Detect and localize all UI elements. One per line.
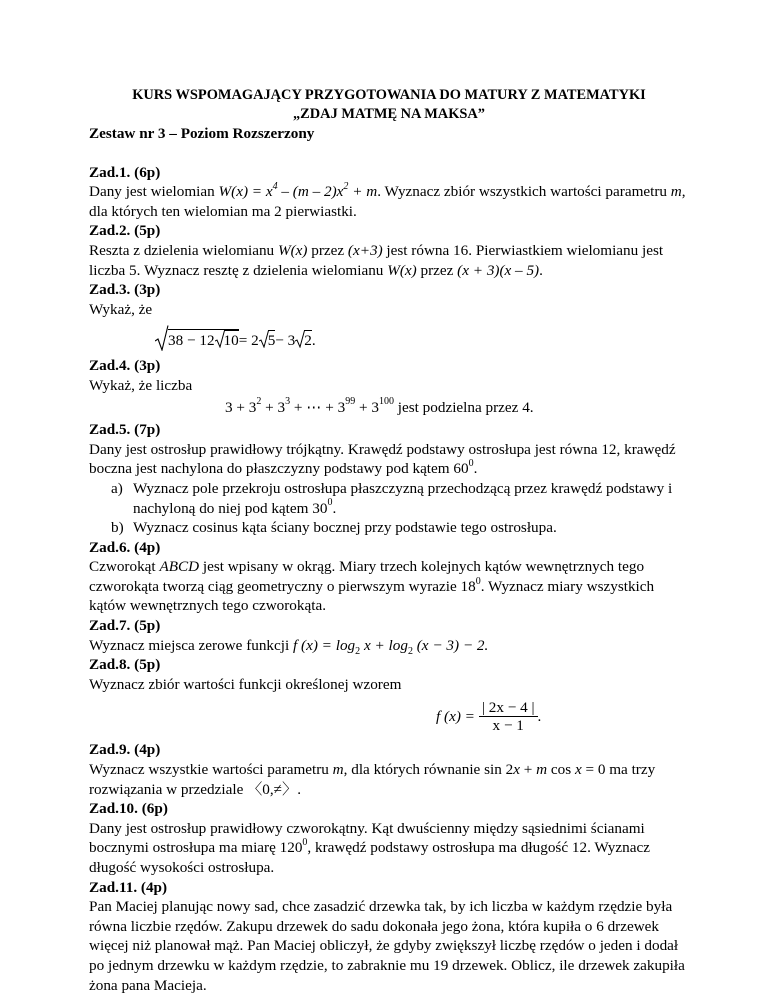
task-9-text: Wyznacz wszystkie wartości parametru m, dla których równanie sin 2x + m cos x = 0 ma trzy rozwiązania w przedziale 〈0,≠〉. — [89, 761, 656, 798]
task-3-text: Wykaż, że — [89, 300, 153, 318]
task-1-text: Dany jest wielomian $W(x) = x^4 - (m - 2)x^2 + m$. Wyznacz zbiór wszystkich wartości parametru m, dla których ten wielomian ma 2 pierwiastki. — [89, 181, 686, 220]
task-3-formula: 38 − 12 10 = 2 5 − 3 2 . — [155, 324, 689, 350]
course-subtitle: „ZDAJ MATMĘ NA MAKSA” — [292, 106, 485, 122]
task-4-text: Wykaż, że liczba — [89, 376, 193, 394]
task-1-heading: Zad.1. (6p) — [89, 163, 161, 181]
task-2-heading: Zad.2. (5p) — [89, 222, 161, 240]
task-4-heading: Zad.4. (3p) — [89, 357, 161, 375]
task-6-heading: Zad.6. (4p) — [89, 538, 161, 556]
task-4-formula: $3 + 3^2 + 3^3$ + ⋯ + $3^{99} + 3^{100}$ jest podzielna przez 4. — [225, 396, 534, 416]
set-title: Zestaw nr 3 – Poziom Rozszerzony — [89, 125, 315, 142]
task-2-text: Reszta z dzielenia wielomianu W(x) przez (x+3) jest równa 16. Pierwiastkiem wielomianu jest liczba 5. Wyznacz resztę z dzielenia wielomianu W(x) przez (x + 3)(x – 5). — [89, 241, 664, 279]
radical-sign-icon — [295, 330, 305, 348]
task-3-heading: Zad.3. (3p) — [89, 281, 161, 299]
radical-sign-icon — [215, 330, 225, 348]
task-5a: a) Wyznacz pole przekroju ostrosłupa płaszczyzną przechodzącą przez krawędź podstawy i nachyloną do niej pod kątem $30^0$. — [111, 479, 673, 517]
fraction: $\frac{| 2x - 4 |}{x - 1}$ — [479, 699, 538, 734]
radical-sign-icon — [259, 330, 269, 348]
task-7-heading: Zad.7. (5p) — [89, 617, 161, 635]
task-5-heading: Zad.5. (7p) — [89, 421, 161, 439]
task-11-heading: Zad.11. (4p) — [89, 878, 168, 896]
task-5-subpoints — [89, 479, 689, 538]
course-title: KURS WSPOMAGAJĄCY PRZYGOTOWANIA DO MATURY Z MATEMATYKI — [132, 87, 646, 103]
task-5-text: Dany jest ostrosłup prawidłowy trójkątny. Krawędź podstawy ostrosłupa jest równa 12, krawędź boczna jest nachylona do płaszczyzny podstawy pod kątem $60^0$. — [89, 440, 676, 478]
task-8-formula: f (x) = $\frac{| 2x - 4 |}{x - 1}$ . — [436, 698, 542, 734]
task-6-text: Czworokąt ABCD jest wpisany w okrąg. Miary trzech kolejnych kątów wewnętrznych tego czworokąta tworzą ciąg geometryczny o pierwszym wyrazie $18^0$. Wyznacz miary wszystkich kątów wewnętrznych tego czworokąta. — [89, 558, 655, 615]
task-10-heading: Zad.10. (6p) — [89, 800, 168, 818]
task-8-heading: Zad.8. (5p) — [89, 656, 161, 674]
task-11-text: Pan Maciej planując nowy sad, chce zasadzić drzewka tak, by ich liczba w każdym rzędzie była równa liczbie rzędów. Zakupu drzewek do sadu dokonała jego żona, która kupiła o 6 drzewek więcej niż planował mąż. Pan Maciej obliczył, że gdyby zwiększył liczbę rzędów o jeden i dodał po jednym drzewku w każdym rzędzie, to zabraknie mu 19 drzewek. Oblicz, ile drzewek zakupiła żona pana Macieja. — [89, 898, 685, 994]
task-7-text: Wyznacz miejsca zerowe funkcji f $(x) = \log_2 x + \log_2 (x - 3) - 2$. — [89, 636, 489, 657]
outer-radical: 38 − 12 10 — [155, 329, 239, 351]
radical-sign-icon — [155, 325, 169, 351]
task-5b: b) Wyznacz cosinus kąta ściany bocznej przy podstawie tego ostrosłupa. — [111, 519, 557, 537]
task-10-text: Dany jest ostrosłup prawidłowy czworokątny. Kąt dwuścienny między sąsiednimi ścianami bocznymi ostrosłupa ma miarę $120^0$, krawędź podstawy ostrosłupa ma długość 12. Wyznacz długość wysokości ostrosłupa. — [89, 819, 650, 876]
task-9-heading: Zad.9. (4p) — [89, 741, 161, 759]
document-page — [89, 86, 689, 995]
task-8-text: Wyznacz zbiór wartości funkcji określonej wzorem — [89, 675, 402, 693]
